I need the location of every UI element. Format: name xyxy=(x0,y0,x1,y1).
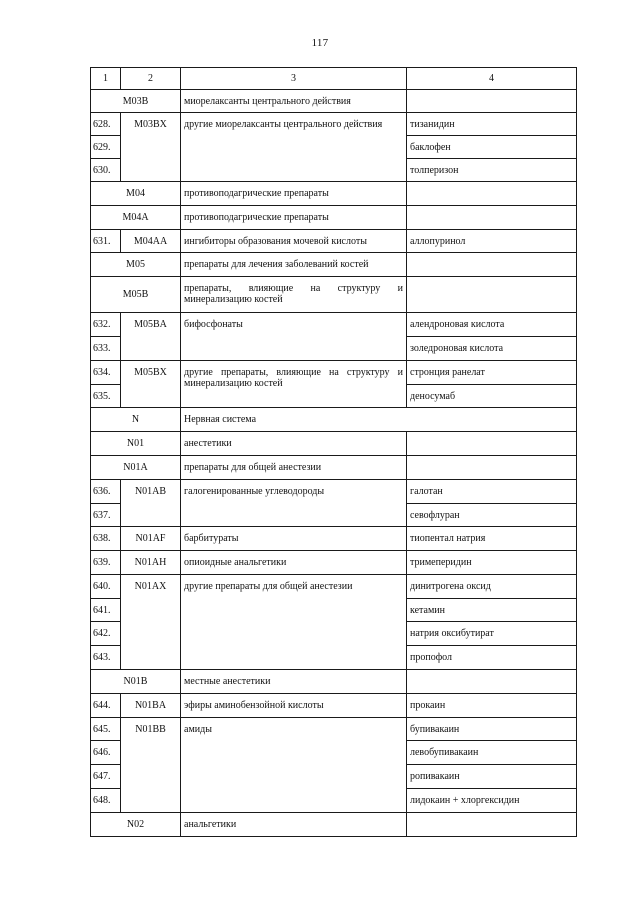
group-name: препараты, влияющие на структуру и минерализацию костей xyxy=(181,277,407,313)
table-row xyxy=(91,361,577,385)
table-row xyxy=(91,527,577,551)
row-number: 633. xyxy=(91,337,121,361)
drug-name: деносумаб xyxy=(407,385,577,408)
group-name: галогенированные углеводороды xyxy=(181,480,407,527)
drug-name: тиопентал натрия xyxy=(407,527,577,551)
group-name: барбитураты xyxy=(181,527,407,551)
empty-drug-cell xyxy=(407,253,577,277)
drug-name: бупивакаин xyxy=(407,718,577,741)
group-row xyxy=(91,456,577,480)
group-code: M04A xyxy=(91,206,181,230)
group-name: Нервная система xyxy=(181,408,577,432)
header-col-2: 2 xyxy=(121,68,181,90)
table-row xyxy=(91,551,577,575)
row-number: 635. xyxy=(91,385,121,408)
header-col-4: 4 xyxy=(407,68,577,90)
group-row xyxy=(91,670,577,694)
table-row xyxy=(91,113,577,136)
group-code: M05 xyxy=(91,253,181,277)
row-number: 641. xyxy=(91,599,121,622)
row-number: 643. xyxy=(91,646,121,670)
table-row xyxy=(91,718,577,741)
row-number: 636. xyxy=(91,480,121,504)
group-row xyxy=(91,432,577,456)
drug-name: тизанидин xyxy=(407,113,577,136)
empty-drug-cell xyxy=(407,456,577,480)
drug-name: аллопуринол xyxy=(407,230,577,253)
drug-name: лидокаин + хлоргексидин xyxy=(407,789,577,813)
drug-name: галотан xyxy=(407,480,577,504)
drug-name: толперизон xyxy=(407,159,577,182)
group-name: другие препараты для общей анестезии xyxy=(181,575,407,670)
table-header-row xyxy=(91,68,577,90)
group-row xyxy=(91,206,577,230)
group-row xyxy=(91,408,577,432)
atc-code: N01AX xyxy=(121,575,181,670)
page-number: 117 xyxy=(311,37,329,49)
group-name: миорелаксанты центрального действия xyxy=(181,90,407,113)
row-number: 644. xyxy=(91,694,121,718)
row-number: 629. xyxy=(91,136,121,159)
drug-name: золедроновая кислота xyxy=(407,337,577,361)
group-code: M05B xyxy=(91,277,181,313)
group-code: M04 xyxy=(91,182,181,206)
drug-name: алендроновая кислота xyxy=(407,313,577,337)
drug-name: баклофен xyxy=(407,136,577,159)
row-number: 645. xyxy=(91,718,121,741)
group-code: N01 xyxy=(91,432,181,456)
table-row xyxy=(91,313,577,337)
group-code: N02 xyxy=(91,813,181,837)
table-row xyxy=(91,575,577,599)
group-code: N01A xyxy=(91,456,181,480)
group-name: препараты для общей анестезии xyxy=(181,456,407,480)
empty-drug-cell xyxy=(407,670,577,694)
row-number: 642. xyxy=(91,622,121,646)
row-number: 632. xyxy=(91,313,121,337)
atc-code: M04AA xyxy=(121,230,181,253)
group-name: противоподагрические препараты xyxy=(181,206,407,230)
atc-code: M03BX xyxy=(121,113,181,182)
group-name: бифосфонаты xyxy=(181,313,407,361)
atc-code: N01AH xyxy=(121,551,181,575)
empty-drug-cell xyxy=(407,813,577,837)
table-body xyxy=(91,68,577,837)
empty-drug-cell xyxy=(407,206,577,230)
group-code: N01B xyxy=(91,670,181,694)
row-number: 637. xyxy=(91,504,121,527)
drug-name: пропофол xyxy=(407,646,577,670)
group-row xyxy=(91,253,577,277)
atc-code: N01AB xyxy=(121,480,181,527)
group-code: N xyxy=(91,408,181,432)
group-row xyxy=(91,90,577,113)
drug-name: кетамин xyxy=(407,599,577,622)
empty-drug-cell xyxy=(407,182,577,206)
row-number: 630. xyxy=(91,159,121,182)
group-row xyxy=(91,277,577,313)
row-number: 634. xyxy=(91,361,121,385)
drug-name: левобупивакаин xyxy=(407,741,577,765)
group-name: анальгетики xyxy=(181,813,407,837)
drug-name: севофлуран xyxy=(407,504,577,527)
row-number: 631. xyxy=(91,230,121,253)
table-row xyxy=(91,694,577,718)
atc-code: N01AF xyxy=(121,527,181,551)
atc-code: M05BX xyxy=(121,361,181,408)
group-name: анестетики xyxy=(181,432,407,456)
header-col-3: 3 xyxy=(181,68,407,90)
atc-code: M05BA xyxy=(121,313,181,361)
drug-name: ропивакаин xyxy=(407,765,577,789)
group-name: другие миорелаксанты центрального действия xyxy=(181,113,407,182)
atc-code: N01BB xyxy=(121,718,181,813)
atc-code: N01BA xyxy=(121,694,181,718)
table-row xyxy=(91,480,577,504)
row-number: 648. xyxy=(91,789,121,813)
group-name: противоподагрические препараты xyxy=(181,182,407,206)
header-col-1: 1 xyxy=(91,68,121,90)
row-number: 639. xyxy=(91,551,121,575)
drug-name: тримеперидин xyxy=(407,551,577,575)
group-name: опиоидные анальгетики xyxy=(181,551,407,575)
row-number: 640. xyxy=(91,575,121,599)
group-name: амиды xyxy=(181,718,407,813)
group-code: M03B xyxy=(91,90,181,113)
drug-name: динитрогена оксид xyxy=(407,575,577,599)
row-number: 647. xyxy=(91,765,121,789)
row-number: 646. xyxy=(91,741,121,765)
group-name: эфиры аминобензойной кислоты xyxy=(181,694,407,718)
empty-drug-cell xyxy=(407,277,577,313)
drug-classification-table xyxy=(90,67,577,837)
group-row xyxy=(91,182,577,206)
empty-drug-cell xyxy=(407,432,577,456)
row-number: 638. xyxy=(91,527,121,551)
drug-name: прокаин xyxy=(407,694,577,718)
table-row xyxy=(91,230,577,253)
group-name: ингибиторы образования мочевой кислоты xyxy=(181,230,407,253)
group-name: местные анестетики xyxy=(181,670,407,694)
empty-drug-cell xyxy=(407,90,577,113)
group-row xyxy=(91,813,577,837)
row-number: 628. xyxy=(91,113,121,136)
drug-name: стронция ранелат xyxy=(407,361,577,385)
group-name: другие препараты, влияющие на структуру и минерализацию костей xyxy=(181,361,407,408)
group-name: препараты для лечения заболеваний костей xyxy=(181,253,407,277)
drug-name: натрия оксибутират xyxy=(407,622,577,646)
